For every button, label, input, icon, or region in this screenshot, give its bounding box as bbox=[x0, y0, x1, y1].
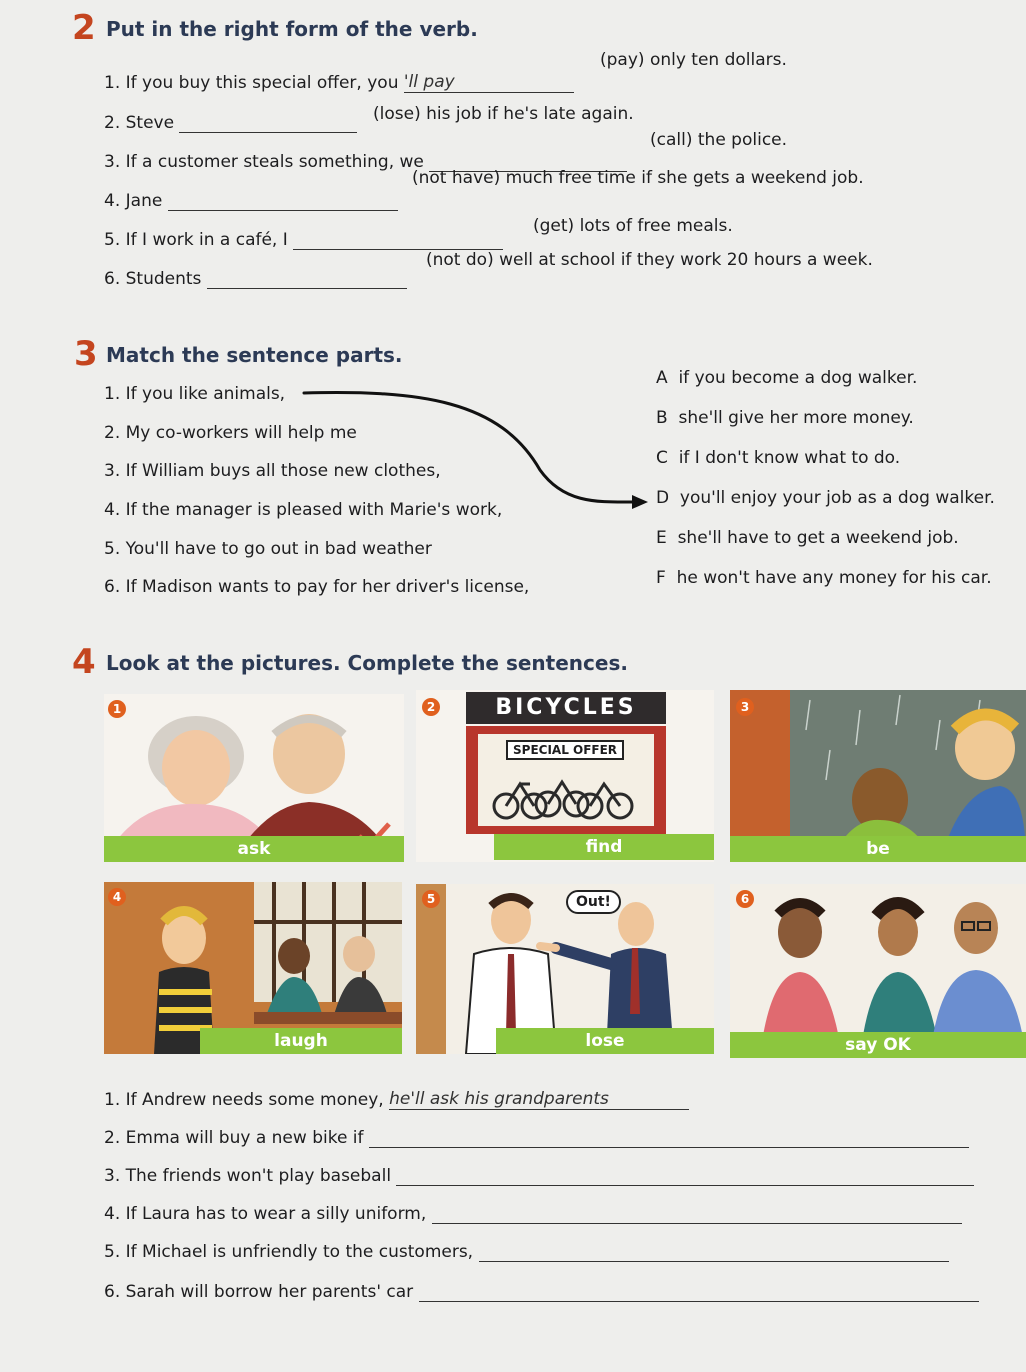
item-number: 3. bbox=[104, 152, 121, 172]
option-letter: B bbox=[656, 408, 668, 428]
item-text: If Andrew needs some money, bbox=[125, 1090, 384, 1110]
item-number: 6. bbox=[104, 1282, 121, 1302]
picture-6-parents bbox=[730, 884, 1026, 1056]
answer-blank[interactable] bbox=[432, 1203, 962, 1224]
picture-1-number: 1 bbox=[108, 700, 126, 718]
item-text: If I work in a café, I bbox=[125, 230, 288, 250]
picture-2-number: 2 bbox=[422, 698, 440, 716]
item-number: 3. bbox=[104, 1166, 121, 1186]
special-offer-sign: SPECIAL OFFER bbox=[506, 740, 624, 760]
item-text: If Michael is unfriendly to the customers, bbox=[125, 1242, 474, 1262]
picture-3-number: 3 bbox=[736, 698, 754, 716]
item-number: 2. bbox=[104, 1128, 121, 1148]
option-letter: A bbox=[656, 368, 668, 388]
exercise-4-title: Look at the pictures. Complete the sentences. bbox=[106, 651, 628, 675]
match-left-4[interactable]: 4. If the manager is pleased with Marie's work, bbox=[104, 500, 503, 520]
ex4-sentence-6 bbox=[104, 1281, 979, 1302]
option-text: you'll enjoy your job as a dog walker. bbox=[679, 488, 995, 508]
match-line bbox=[0, 0, 1026, 620]
option-text: if I don't know what to do. bbox=[678, 448, 901, 468]
answer-blank[interactable]: he'll ask his grandparents bbox=[389, 1089, 689, 1110]
ex2-item-6-verb: (not do) well at school if they work 20 hours a week. bbox=[426, 250, 873, 270]
ex4-sentence-4 bbox=[104, 1203, 962, 1224]
answer-blank[interactable]: 'll pay bbox=[404, 72, 574, 93]
picture-5-number: 5 bbox=[422, 890, 440, 908]
answer-blank[interactable] bbox=[369, 1127, 969, 1148]
picture-4-label: laugh bbox=[200, 1028, 402, 1054]
option-letter: C bbox=[656, 448, 668, 468]
speech-bubble: Out! bbox=[566, 890, 621, 914]
match-left-2[interactable]: 2. My co-workers will help me bbox=[104, 423, 357, 443]
item-number: 4. bbox=[104, 191, 121, 211]
option-letter: D bbox=[656, 488, 670, 508]
exercise-2-title: Put in the right form of the verb. bbox=[106, 17, 478, 41]
item-text: If Laura has to wear a silly uniform, bbox=[125, 1204, 427, 1224]
exercise-2-number: 2 bbox=[72, 8, 96, 48]
match-left-6[interactable]: 6. If Madison wants to pay for her driver's license, bbox=[104, 577, 530, 597]
match-left-5[interactable]: 5. You'll have to go out in bad weather bbox=[104, 539, 432, 559]
item-number: 1. bbox=[104, 73, 121, 93]
picture-6-label: say OK bbox=[730, 1032, 1026, 1058]
picture-4-number: 4 bbox=[108, 888, 126, 906]
item-text: Sarah will borrow her parents' car bbox=[125, 1282, 414, 1302]
picture-5-label: lose bbox=[496, 1028, 714, 1054]
picture-1-label: ask bbox=[104, 836, 404, 862]
ex4-sentence-3 bbox=[104, 1165, 974, 1186]
item-number: 6. bbox=[104, 269, 121, 289]
picture-6-number: 6 bbox=[736, 890, 754, 908]
bicycles-illustration bbox=[486, 764, 646, 824]
item-text: If you buy this special offer, you bbox=[125, 73, 399, 93]
ex4-sentence-5 bbox=[104, 1241, 949, 1262]
ex2-item-3-verb: (call) the police. bbox=[650, 130, 788, 150]
option-text: she'll have to get a weekend job. bbox=[677, 528, 959, 548]
ex2-item-4-verb: (not have) much free time if she gets a weekend job. bbox=[412, 168, 864, 188]
option-text: she'll give her more money. bbox=[678, 408, 914, 428]
ex4-sentence-2 bbox=[104, 1127, 969, 1148]
arrowhead-icon bbox=[632, 495, 648, 509]
item-number: 1. bbox=[104, 1090, 121, 1110]
item-text: Emma will buy a new bike if bbox=[125, 1128, 364, 1148]
ex2-item-1-verb: (pay) only ten dollars. bbox=[600, 50, 787, 70]
option-text: he won't have any money for his car. bbox=[676, 568, 992, 588]
item-text: Students bbox=[125, 269, 202, 289]
item-text: The friends won't play baseball bbox=[125, 1166, 392, 1186]
item-number: 5. bbox=[104, 1242, 121, 1262]
shop-sign: BICYCLES bbox=[466, 692, 666, 724]
item-number: 2. bbox=[104, 113, 121, 133]
exercise-3-number: 3 bbox=[74, 334, 98, 374]
picture-3-label: be bbox=[730, 836, 1026, 862]
item-number: 4. bbox=[104, 1204, 121, 1224]
ex2-item-5-verb: (get) lots of free meals. bbox=[533, 216, 733, 236]
exercise-3-title: Match the sentence parts. bbox=[106, 343, 403, 367]
answer-blank[interactable] bbox=[419, 1281, 979, 1302]
match-left-3[interactable]: 3. If William buys all those new clothes, bbox=[104, 461, 441, 481]
ex2-item-2-verb: (lose) his job if he's late again. bbox=[373, 104, 634, 124]
item-text: Jane bbox=[125, 191, 163, 211]
item-text: Steve bbox=[125, 113, 175, 133]
picture-2-label: find bbox=[494, 834, 714, 860]
ex4-sentence-1 bbox=[104, 1089, 689, 1110]
exercise-4-number: 4 bbox=[72, 642, 96, 682]
option-text: if you become a dog walker. bbox=[678, 368, 918, 388]
item-number: 5. bbox=[104, 230, 121, 250]
item-text: If a customer steals something, we bbox=[125, 152, 424, 172]
option-letter: E bbox=[656, 528, 667, 548]
option-letter: F bbox=[656, 568, 666, 588]
answer-blank[interactable] bbox=[479, 1241, 949, 1262]
match-left-1[interactable]: 1. If you like animals, bbox=[104, 384, 286, 404]
answer-blank[interactable] bbox=[396, 1165, 974, 1186]
